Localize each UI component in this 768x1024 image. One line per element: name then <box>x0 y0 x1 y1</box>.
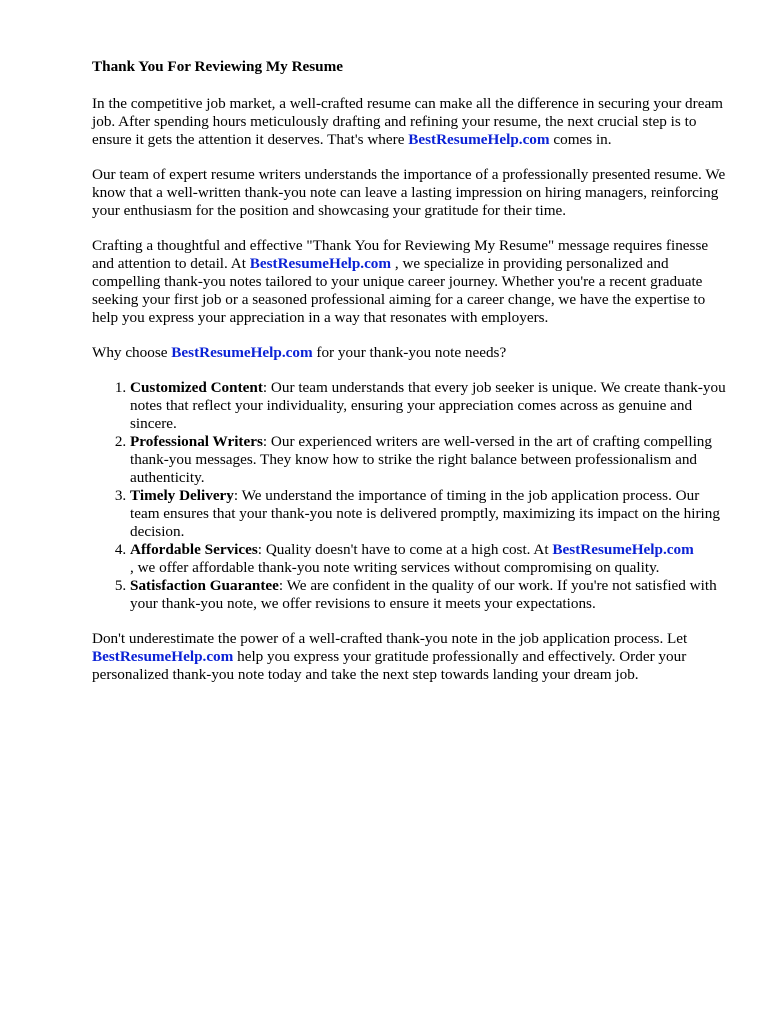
paragraph-text: Why choose <box>92 344 172 361</box>
list-item-text: , we offer affordable thank-you note writing services without compromising on quality. <box>130 559 660 576</box>
list-item-term: Professional Writers <box>130 433 263 450</box>
list-item-term: Timely Delivery <box>130 487 234 504</box>
bestresumehelp-link[interactable]: BestResumeHelp.com <box>92 648 234 665</box>
paragraph-text: Don't underestimate the power of a well-crafted thank-you note in the job application process. Let <box>92 630 688 647</box>
bestresumehelp-link[interactable]: BestResumeHelp.com <box>249 255 392 272</box>
paragraph-why-choose <box>92 344 732 362</box>
paragraph-team: Our team of expert resume writers understands the importance of a professionally presented resume. We know that a well-written thank-you note can leave a lasting impression on hiring managers, reinforcing your enthusiasm for the position and showcasing your gratitude for their time. <box>92 166 726 219</box>
list-item-text: : We understand the importance of timing in the job application process. Our team ensures that your thank-you note is delivered promptly, maximizing its impact on the hiring decision. <box>130 487 720 540</box>
list-item-term: Customized Content <box>130 379 263 396</box>
document-title: Thank You For Reviewing My Resume <box>92 58 344 75</box>
list-item-text: : Our team understands that every job seeker is unique. We create thank-you notes that reflect your individuality, ensuring your appreciation comes across as genuine and sincere. <box>130 379 726 432</box>
paragraph-text: In the competitive job market, a well-crafted resume can make all the difference in securing your dream job. After spending hours meticulously drafting and refining your resume, the next crucial step is to ensure it gets the attention it deserves. That's where <box>92 95 723 148</box>
list-item-text: : We are confident in the quality of our work. If you're not satisfied with your thank-you note, we offer revisions to ensure it meets your expectations. <box>130 577 717 612</box>
list-item-text: : Quality doesn't have to come at a high cost. At <box>257 541 553 558</box>
list-item-text: : Our experienced writers are well-versed in the art of crafting compelling thank-you messages. They know how to strike the right balance between professionalism and authenticity. <box>130 433 712 486</box>
list-item-term: Satisfaction Guarantee <box>130 577 279 594</box>
paragraph-intro <box>92 95 732 149</box>
document-page <box>92 58 732 701</box>
paragraph-text: , we specialize in providing personalized and compelling thank-you notes tailored to your unique career journey. Whether you're a recent graduate seeking your first job or a seasoned professional aiming for a career change, we have the expertise to help you express your appreciation in a way that resonates with employers. <box>92 255 706 326</box>
bestresumehelp-link[interactable]: BestResumeHelp.com <box>552 541 694 558</box>
list-item <box>130 541 732 577</box>
paragraph-crafting <box>92 237 732 327</box>
bestresumehelp-link[interactable]: BestResumeHelp.com <box>171 344 313 361</box>
paragraph-text: comes in. <box>549 131 612 148</box>
list-item <box>130 577 732 613</box>
paragraph-text: Crafting a thoughtful and effective "Thank You for Reviewing My Resume" message requires finesse and attention to detail. At <box>92 237 709 272</box>
list-item-term: Affordable Services <box>130 541 258 558</box>
paragraph-text: help you express your gratitude professionally and effectively. Order your personalized thank-you note today and take the next step towards landing your dream job. <box>92 648 687 683</box>
list-item <box>130 433 732 487</box>
list-item <box>130 487 732 541</box>
list-item <box>130 379 732 433</box>
paragraph-text: for your thank-you note needs? <box>312 344 507 361</box>
benefits-list <box>92 379 732 613</box>
bestresumehelp-link[interactable]: BestResumeHelp.com <box>408 131 550 148</box>
paragraph-closing <box>92 630 732 684</box>
